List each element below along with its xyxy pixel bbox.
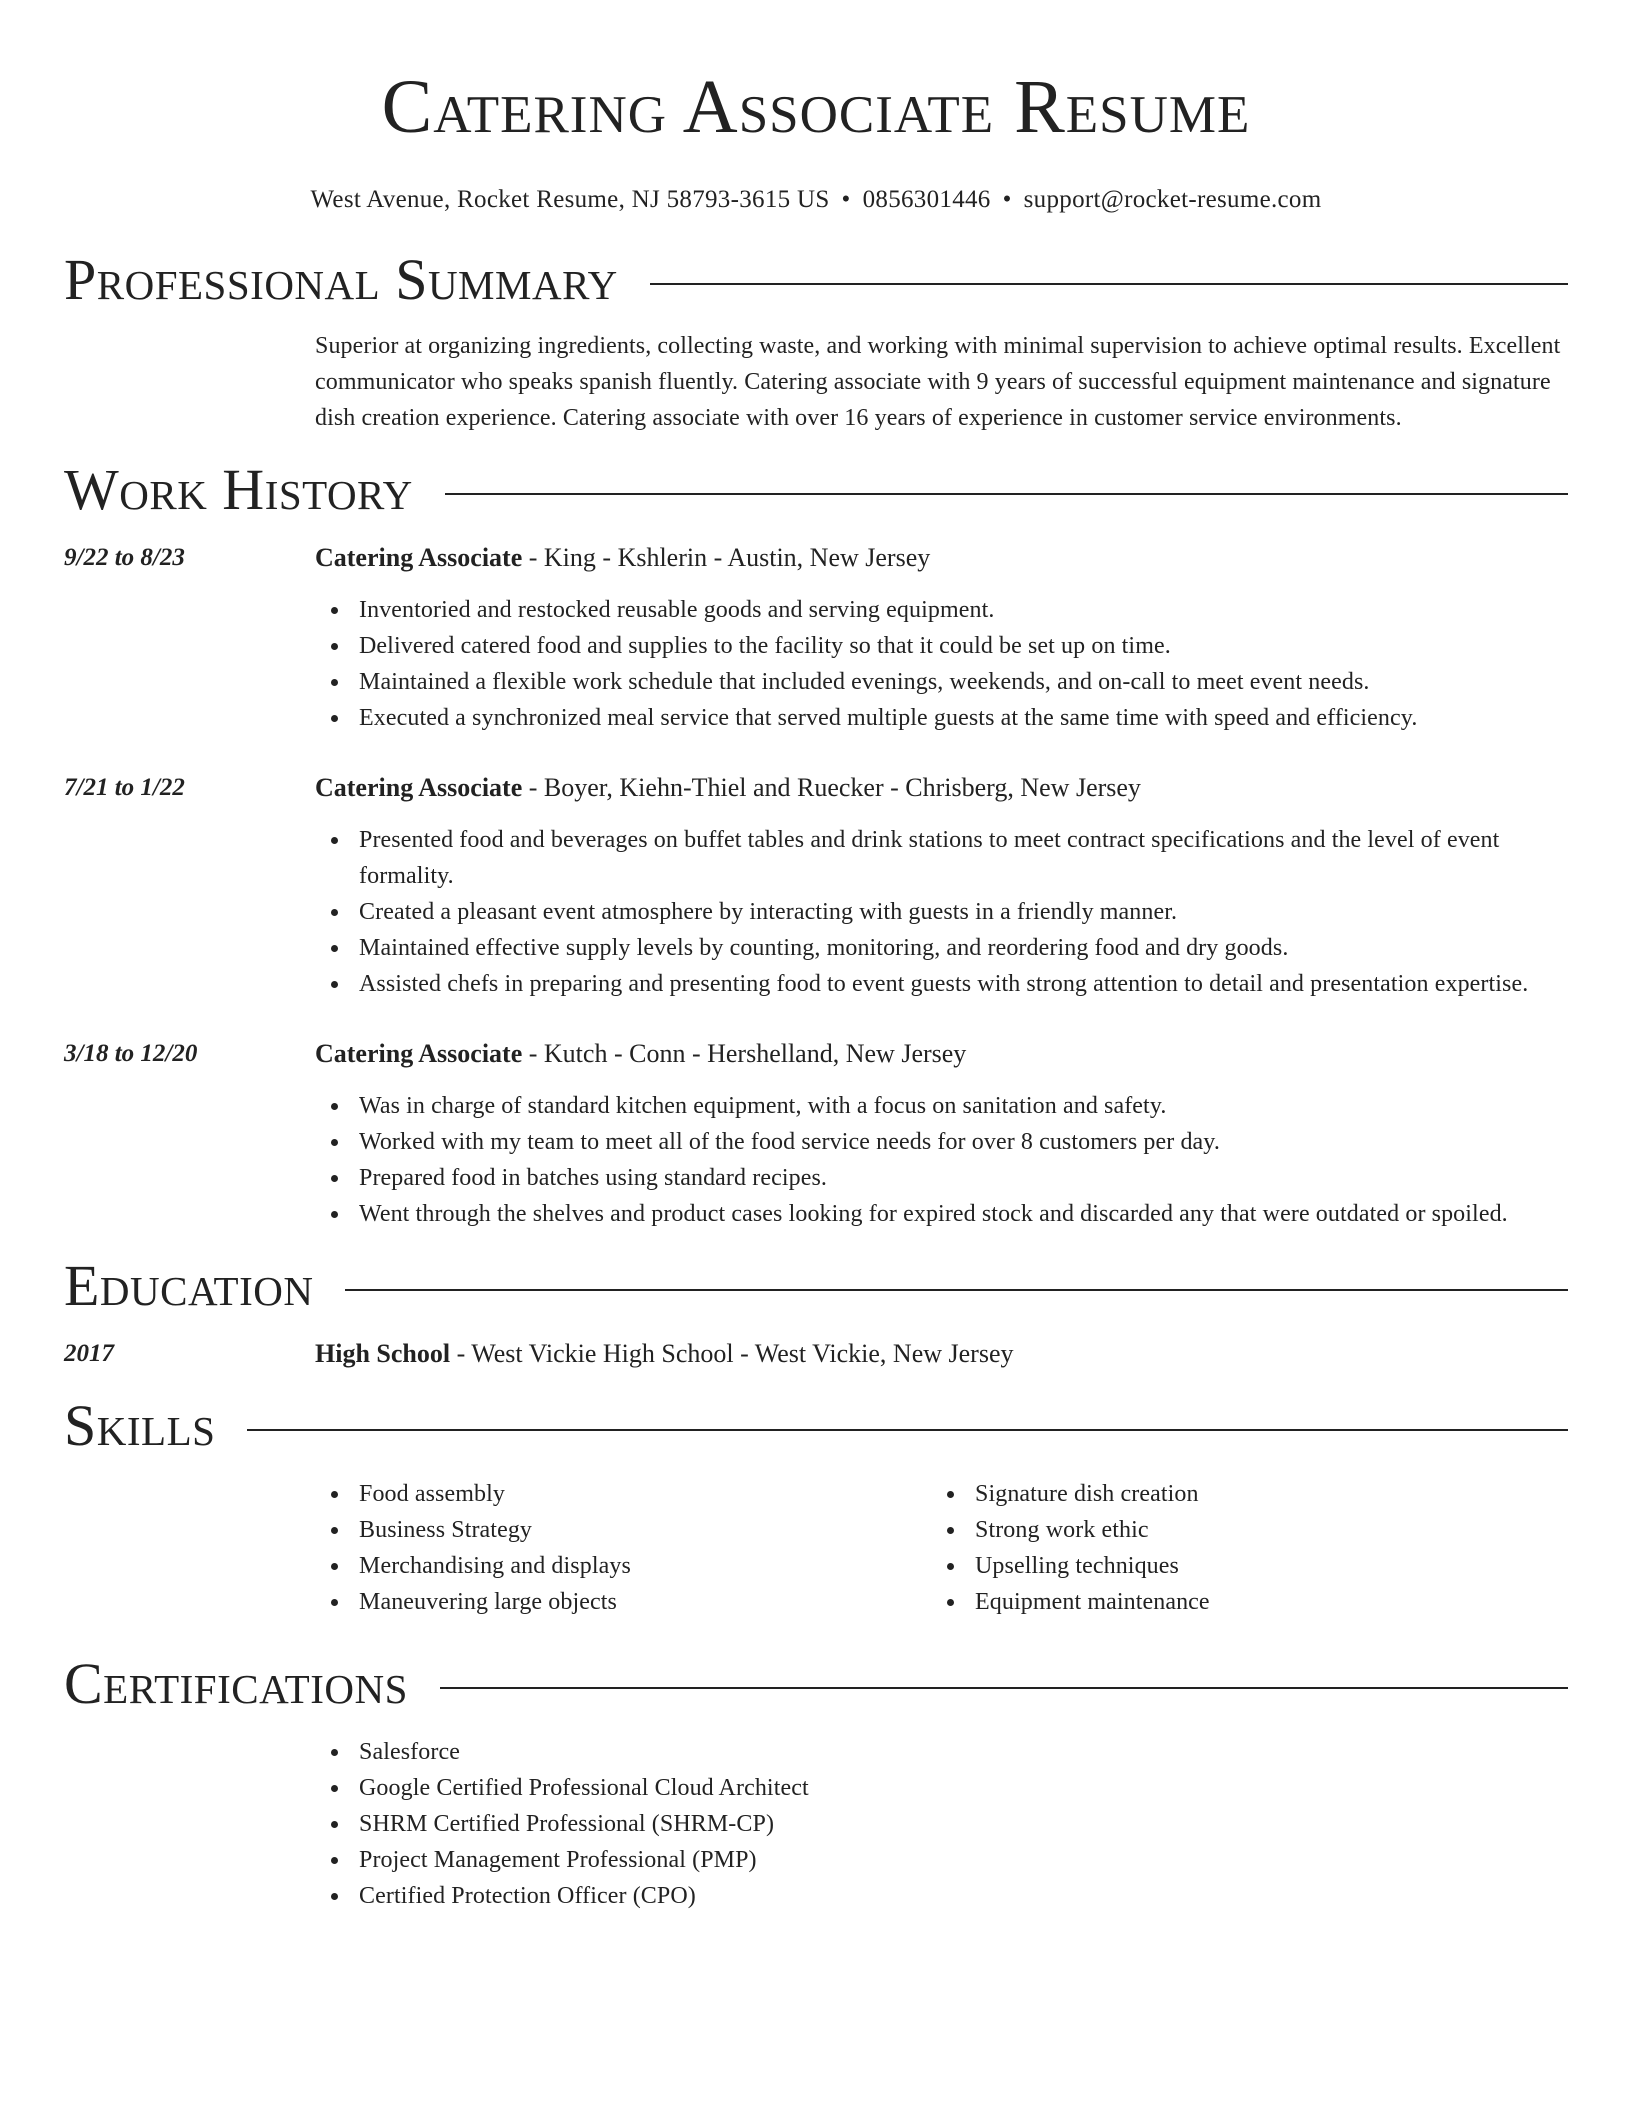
certifications-row xyxy=(64,1734,1568,1914)
job-details: - King - Kshlerin - Austin, New Jersey xyxy=(522,543,931,572)
job-entry xyxy=(64,1036,1568,1232)
education-section-header xyxy=(64,1254,1568,1318)
section-rule xyxy=(345,1289,1568,1291)
certification-item: Certified Protection Officer (CPO) xyxy=(359,1878,1568,1914)
education-degree: High School xyxy=(315,1339,451,1368)
certifications-spacer xyxy=(64,1734,315,1914)
certifications-list xyxy=(315,1734,1568,1914)
job-header xyxy=(315,770,1568,806)
job-bullet: Prepared food in batches using standard recipes. xyxy=(359,1160,1568,1196)
job-entry xyxy=(64,770,1568,1002)
job-bullet: Executed a synchronized meal service that served multiple guests at the same time with speed and efficiency. xyxy=(359,700,1568,736)
contact-address: West Avenue, Rocket Resume, NJ 58793-3615 US xyxy=(310,186,830,213)
education-heading: Education xyxy=(64,1253,314,1318)
job-bullet: Went through the shelves and product cases looking for expired stock and discarded any that were outdated or spoiled. xyxy=(359,1196,1568,1232)
job-bullet: Maintained a flexible work schedule that included evenings, weekends, and on-call to meet event needs. xyxy=(359,664,1568,700)
job-details: - Boyer, Kiehn-Thiel and Ruecker - Chrisberg, New Jersey xyxy=(522,773,1141,802)
skills-list-left xyxy=(315,1476,931,1620)
section-rule xyxy=(650,283,1568,285)
skill-item: Business Strategy xyxy=(359,1512,931,1548)
job-dates: 9/22 to 8/23 xyxy=(64,544,185,571)
skill-item: Merchandising and displays xyxy=(359,1548,931,1584)
skill-item: Signature dish creation xyxy=(975,1476,1547,1512)
job-title: Catering Associate xyxy=(315,773,523,802)
job-bullet: Assisted chefs in preparing and presenting food to event guests with strong attention to detail and presentation expertise. xyxy=(359,966,1568,1002)
skill-item: Equipment maintenance xyxy=(975,1584,1547,1620)
certifications-section-header xyxy=(64,1652,1568,1716)
job-title: Catering Associate xyxy=(315,1039,523,1068)
section-rule xyxy=(445,493,1568,495)
job-entry xyxy=(64,540,1568,736)
education-year: 2017 xyxy=(64,1340,114,1367)
job-dates: 3/18 to 12/20 xyxy=(64,1040,198,1067)
job-bullet: Presented food and beverages on buffet tables and drink stations to meet contract specifications and the level of event formality. xyxy=(359,822,1568,894)
certification-item: Salesforce xyxy=(359,1734,1568,1770)
job-dates: 7/21 to 1/22 xyxy=(64,774,185,801)
skills-row xyxy=(64,1476,1568,1620)
education-entry xyxy=(64,1336,1568,1372)
skills-list-right xyxy=(931,1476,1547,1620)
job-bullet: Maintained effective supply levels by counting, monitoring, and reordering food and dry goods. xyxy=(359,930,1568,966)
summary-text: Superior at organizing ingredients, collecting waste, and working with minimal supervision to achieve optimal results. Excellent communicator who speaks spanish fluently. Catering associate with 9 years of successful equipment maintenance and signature dish creation experience. Catering associate with over 16 years of experience in customer service environments. xyxy=(315,333,1561,431)
skill-item: Maneuvering large objects xyxy=(359,1584,931,1620)
certification-item: SHRM Certified Professional (SHRM-CP) xyxy=(359,1806,1568,1842)
resume-title: Catering Associate Resume xyxy=(381,65,1251,149)
summary-heading: Professional Summary xyxy=(64,247,618,312)
job-bullet: Worked with my team to meet all of the food service needs for over 8 customers per day. xyxy=(359,1124,1568,1160)
job-header xyxy=(315,540,1568,576)
certification-item: Google Certified Professional Cloud Architect xyxy=(359,1770,1568,1806)
skill-item: Strong work ethic xyxy=(975,1512,1547,1548)
job-bullet: Was in charge of standard kitchen equipment, with a focus on sanitation and safety. xyxy=(359,1088,1568,1124)
certifications-heading: Certifications xyxy=(64,1651,408,1716)
job-bullet: Delivered catered food and supplies to the facility so that it could be set up on time. xyxy=(359,628,1568,664)
job-bullet: Inventoried and restocked reusable goods and serving equipment. xyxy=(359,592,1568,628)
section-rule xyxy=(440,1687,1568,1689)
job-bullets xyxy=(315,822,1568,1002)
contact-separator: • xyxy=(841,186,851,213)
job-details: - Kutch - Conn - Hershelland, New Jersey xyxy=(522,1039,967,1068)
work-section-header xyxy=(64,458,1568,522)
summary-row xyxy=(64,328,1568,436)
resume-page xyxy=(64,0,1568,1914)
contact-line xyxy=(64,185,1568,215)
skill-item: Food assembly xyxy=(359,1476,931,1512)
skills-section-header xyxy=(64,1394,1568,1458)
skills-spacer xyxy=(64,1476,315,1620)
job-title: Catering Associate xyxy=(315,543,523,572)
contact-separator: • xyxy=(1002,186,1012,213)
work-heading: Work History xyxy=(64,457,413,522)
summary-spacer xyxy=(64,328,315,436)
job-bullet: Created a pleasant event atmosphere by interacting with guests in a friendly manner. xyxy=(359,894,1568,930)
summary-section-header xyxy=(64,248,1568,312)
education-line xyxy=(315,1336,1568,1372)
job-bullets xyxy=(315,1088,1568,1232)
certification-item: Project Management Professional (PMP) xyxy=(359,1842,1568,1878)
job-header xyxy=(315,1036,1568,1072)
section-rule xyxy=(247,1429,1568,1431)
skills-heading: Skills xyxy=(64,1393,216,1458)
education-details: - West Vickie High School - West Vickie, New Jersey xyxy=(450,1339,1014,1368)
contact-phone: 0856301446 xyxy=(862,186,991,213)
skill-item: Upselling techniques xyxy=(975,1548,1547,1584)
contact-email: support@rocket-resume.com xyxy=(1023,186,1322,213)
job-bullets xyxy=(315,592,1568,736)
